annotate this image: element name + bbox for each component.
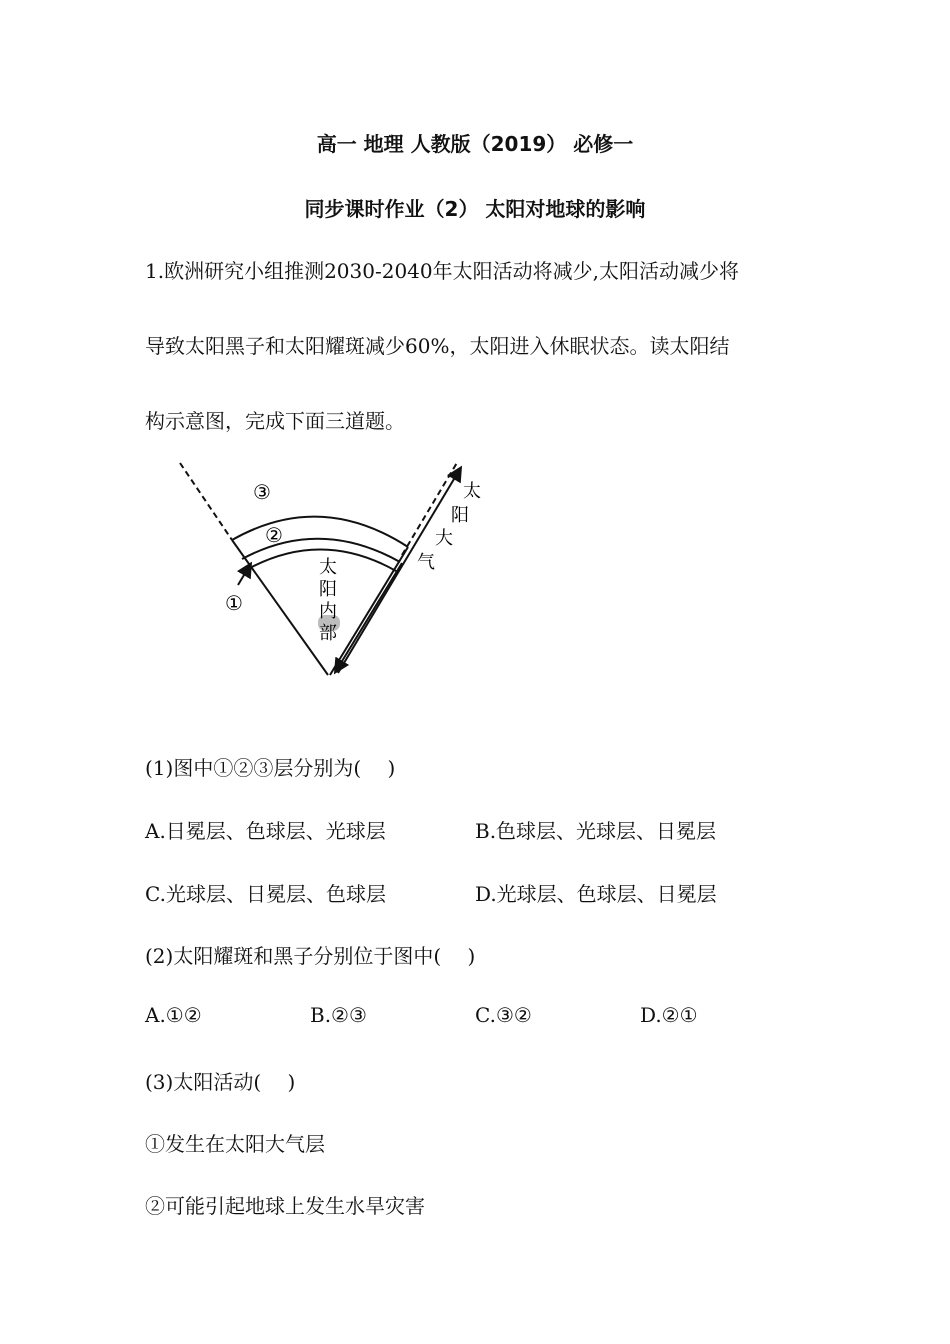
option-c[interactable]: C.光球层、日冕层、色球层	[145, 882, 386, 906]
sun-interior-label-char: 部	[319, 623, 337, 644]
sun-interior-label-char: 内	[319, 601, 337, 622]
sector-right-edge	[330, 547, 408, 675]
interior-arrow	[336, 563, 402, 671]
sun-atmosphere-label-char: 阳	[451, 505, 469, 526]
document-title: 高一 地理 人教版（2019） 必修一	[316, 132, 634, 156]
layer-label-1: ①	[225, 591, 243, 615]
question-stem-line-1: 1.欧洲研究小组推测2030-2040年太阳活动将减少,太阳活动减少将	[145, 259, 739, 283]
option-d[interactable]: D.光球层、色球层、日冕层	[475, 882, 717, 906]
question-stem-line-2: 导致太阳黑子和太阳耀斑减少60%，太阳进入休眠状态。读太阳结	[145, 334, 730, 358]
sun-atmosphere-label-char: 太	[463, 481, 481, 502]
layer-pointer-arrow	[238, 565, 250, 585]
sun-structure-diagram	[170, 455, 510, 695]
option-b[interactable]: B.②③	[310, 1003, 367, 1027]
subquestion-3-stem: (3)太阳活动( )	[145, 1070, 296, 1094]
subquestion-2-stem: (2)太阳耀斑和黑子分别位于图中( )	[145, 944, 476, 968]
sun-atmosphere-label-char: 气	[417, 552, 435, 573]
option-c[interactable]: C.③②	[475, 1003, 532, 1027]
statement-item: ②可能引起地球上发生水旱灾害	[145, 1194, 425, 1218]
option-a[interactable]: A.①②	[145, 1003, 202, 1027]
dashed-edge-left	[180, 463, 232, 540]
sun-atmosphere-label-char: 大	[435, 528, 453, 549]
statement-item: ①发生在太阳大气层	[145, 1132, 325, 1156]
option-b[interactable]: B.色球层、光球层、日冕层	[475, 819, 717, 843]
option-d[interactable]: D.②①	[640, 1003, 698, 1027]
atmosphere-arrow	[338, 469, 460, 673]
option-a[interactable]: A.日冕层、色球层、光球层	[145, 819, 386, 843]
sun-interior-label-char: 阳	[319, 579, 337, 600]
subquestion-1-stem: (1)图中①②③层分别为( )	[145, 756, 396, 780]
question-stem-line-3: 构示意图，完成下面三道题。	[145, 409, 405, 433]
layer-label-2: ②	[265, 523, 283, 547]
layer-label-3: ③	[253, 480, 271, 504]
lesson-title: 同步课时作业（2） 太阳对地球的影响	[304, 197, 646, 221]
sector-left-edge	[232, 540, 328, 675]
corona-boundary-arc	[232, 517, 408, 547]
sun-interior-label-char: 太	[319, 557, 337, 578]
